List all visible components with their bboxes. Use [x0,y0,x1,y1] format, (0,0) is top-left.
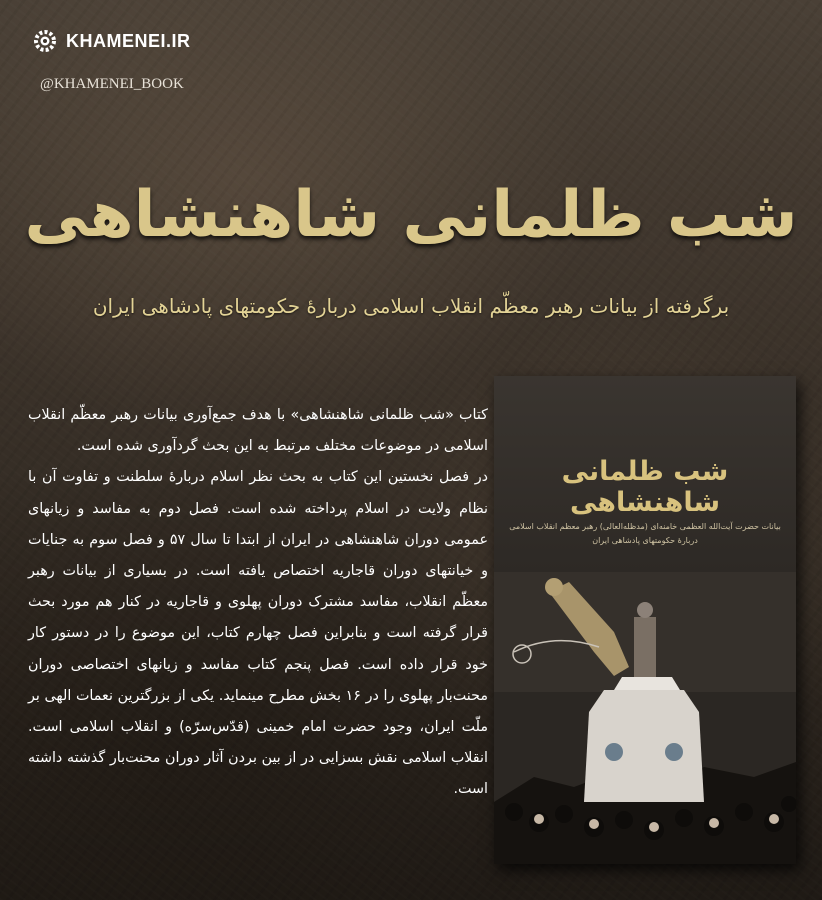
toppled-statue-photo-illustration [494,572,796,864]
description-text [28,400,488,806]
gear-logo-icon [30,26,60,56]
social-handle[interactable]: @KHAMENEI_BOOK [40,76,184,92]
paragraph-intro: کتاب «شب ظلمانی شاهنشاهی» با هدف جمع‌آوری بیانات رهبر معظّم انقلاب اسلامی در موضوعات مختلف مرتبط به این بحث گردآوری شده است. [28,407,488,455]
book-cover-photo [494,572,796,864]
site-logo[interactable] [30,26,191,56]
book-cover [494,376,796,864]
page-title: شب ظلمانی شاهنشاهی [24,178,798,252]
page-subtitle: برگرفته از بیانات رهبر معظّم انقلاب اسلامی دربارۀ حکومتهای پادشاهی ایران [92,294,730,318]
book-cover-title: شب ظلمانی شاهنشاهی [561,456,729,518]
book-cover-subtitle-line2: دربارۀ حکومتهای پادشاهی ایران [592,536,698,545]
logo-text: KHAMENEI.IR [66,30,191,51]
paragraph-chapters: در فصل نخستین این کتاب به بحث نظر اسلام دربارۀ سلطنت و تفاوت آن با نظام ولایت در اسلام پرداخته شده است. فصل دوم به مفاسد و زیانهای عمومی دوران شاهنشاهی در ایران از ابتدا تا سال ۵۷ و فصل سوم به جنایات و خیانتهای دوران قاجاریه اختصاص یافته است. در بسیاری از بیانات رهبر معظّم انقلاب، مفاسد مشترک دوران پهلوی و قاجاریه در کنار هم مورد بحث قرار گرفته است و بنابراین فصل چهارم کتاب، این موضوع را در دستور کار خود قرار داده است. فصل پنجم کتاب مفاسد و زیانهای اختصاصی دوران محنت‌بار پهلوی را در ۱۶ بخش مطرح مینماید. یکی از بزرگترین نعمات الهی بر ملّت ایران، وجود حضرت امام خمینی (قدّس‌سرّه) و انقلاب اسلامی است. انقلاب اسلامی نقش بسزایی در از بین بردن آثار دوران محنت‌بار گذشته داشته است. [28,469,488,798]
book-cover-subtitle-line1: بیانات حضرت آیت‌الله العظمی خامنه‌ای (مدظله‌العالی) رهبر معظم انقلاب اسلامی [509,522,781,531]
